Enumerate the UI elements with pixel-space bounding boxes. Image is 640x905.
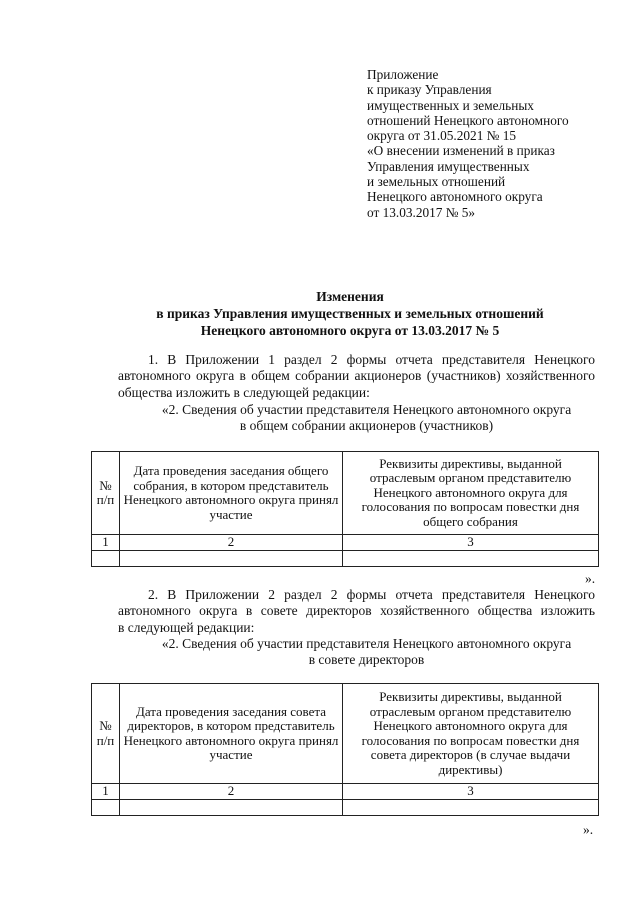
document-title <box>60 288 640 339</box>
col-date-header: Дата проведения заседания общего собрания, в котором представитель Ненецкого автономного округа принял участие <box>120 452 343 535</box>
annex-line: и земельных отношений <box>367 174 506 190</box>
col-directive-header: Реквизиты директивы, выданной отраслевым органом представителю Ненецкого автономного округа для голосования по вопросам повестки дня общего собрания <box>343 452 599 535</box>
annex-line: от 13.03.2017 № 5» <box>367 204 476 220</box>
col-number-header: № п/п <box>92 684 120 784</box>
table-empty-row <box>92 800 599 816</box>
section1-heading-line: «2. Сведения об участии представителя Ненецкого автономного округа <box>161 402 572 417</box>
section2-heading-line: «2. Сведения об участии представителя Ненецкого автономного округа <box>161 636 572 651</box>
col-number-header: № п/п <box>92 452 120 535</box>
annex-line: отношений Ненецкого автономного <box>367 112 569 128</box>
section1-closing: ». <box>585 571 596 586</box>
col-index: 3 <box>343 784 599 800</box>
annex-line: Ненецкого автономного округа <box>367 189 543 205</box>
section1-paragraph-line: 1. В Приложении 1 раздел 2 формы отчета представителя Ненецкого <box>148 352 595 367</box>
section1-table <box>91 451 599 567</box>
section2-heading-line: в совете директоров <box>308 652 425 668</box>
col-index: 3 <box>343 535 599 551</box>
annex-header <box>367 67 617 220</box>
table-cell <box>120 551 343 567</box>
section1-paragraph-line: общества изложить в следующей редакции: <box>118 384 370 400</box>
section1-heading-line: в общем собрании акционеров (участников) <box>239 418 494 434</box>
title-line: Ненецкого автономного округа от 13.03.2017 № 5 <box>200 323 500 338</box>
annex-line: Управления имущественных <box>367 158 530 174</box>
section2-paragraph <box>118 587 595 636</box>
table-header-row <box>92 684 599 784</box>
annex-line: имущественных и земельных <box>367 97 534 113</box>
section2-paragraph-line: в следующей редакции: <box>118 619 255 635</box>
section1-paragraph <box>118 352 595 401</box>
annex-line: Приложение <box>367 67 439 82</box>
table-numbering-row <box>92 784 599 800</box>
col-date-header: Дата проведения заседания совета директоров, в котором представитель Ненецкого автономного округа принял участие <box>120 684 343 784</box>
table-cell <box>92 800 120 816</box>
title-line: в приказ Управления имущественных и земельных отношений <box>156 306 544 321</box>
section2-heading <box>128 636 605 669</box>
section2-closing: ». <box>583 822 594 837</box>
table-empty-row <box>92 551 599 567</box>
table-cell <box>120 800 343 816</box>
col-index: 1 <box>92 784 120 800</box>
section2-paragraph-line: 2. В Приложении 2 раздел 2 формы отчета представителя Ненецкого <box>148 587 595 602</box>
section1-paragraph-line: автономного округа в общем собрании акционеров (участников) хозяйственного <box>118 368 595 384</box>
table-cell <box>343 551 599 567</box>
title-line: Изменения <box>316 289 384 304</box>
annex-line: «О внесении изменений в приказ <box>367 143 555 159</box>
table-cell <box>92 551 120 567</box>
section1-heading <box>128 402 605 435</box>
section2-paragraph-line: автономного округа в совете директоров хозяйственного общества изложить <box>118 603 595 619</box>
table-header-row <box>92 452 599 535</box>
table-cell <box>343 800 599 816</box>
col-directive-header: Реквизиты директивы, выданной отраслевым органом представителю Ненецкого автономного округа для голосования по вопросам повестки дня совета директоров (в случае выдачи директивы) <box>343 684 599 784</box>
col-index: 2 <box>120 784 343 800</box>
table-numbering-row <box>92 535 599 551</box>
annex-line: округа от 31.05.2021 № 15 <box>367 128 516 144</box>
section2-table <box>91 683 599 816</box>
annex-line: к приказу Управления <box>367 82 492 98</box>
col-index: 2 <box>120 535 343 551</box>
col-index: 1 <box>92 535 120 551</box>
